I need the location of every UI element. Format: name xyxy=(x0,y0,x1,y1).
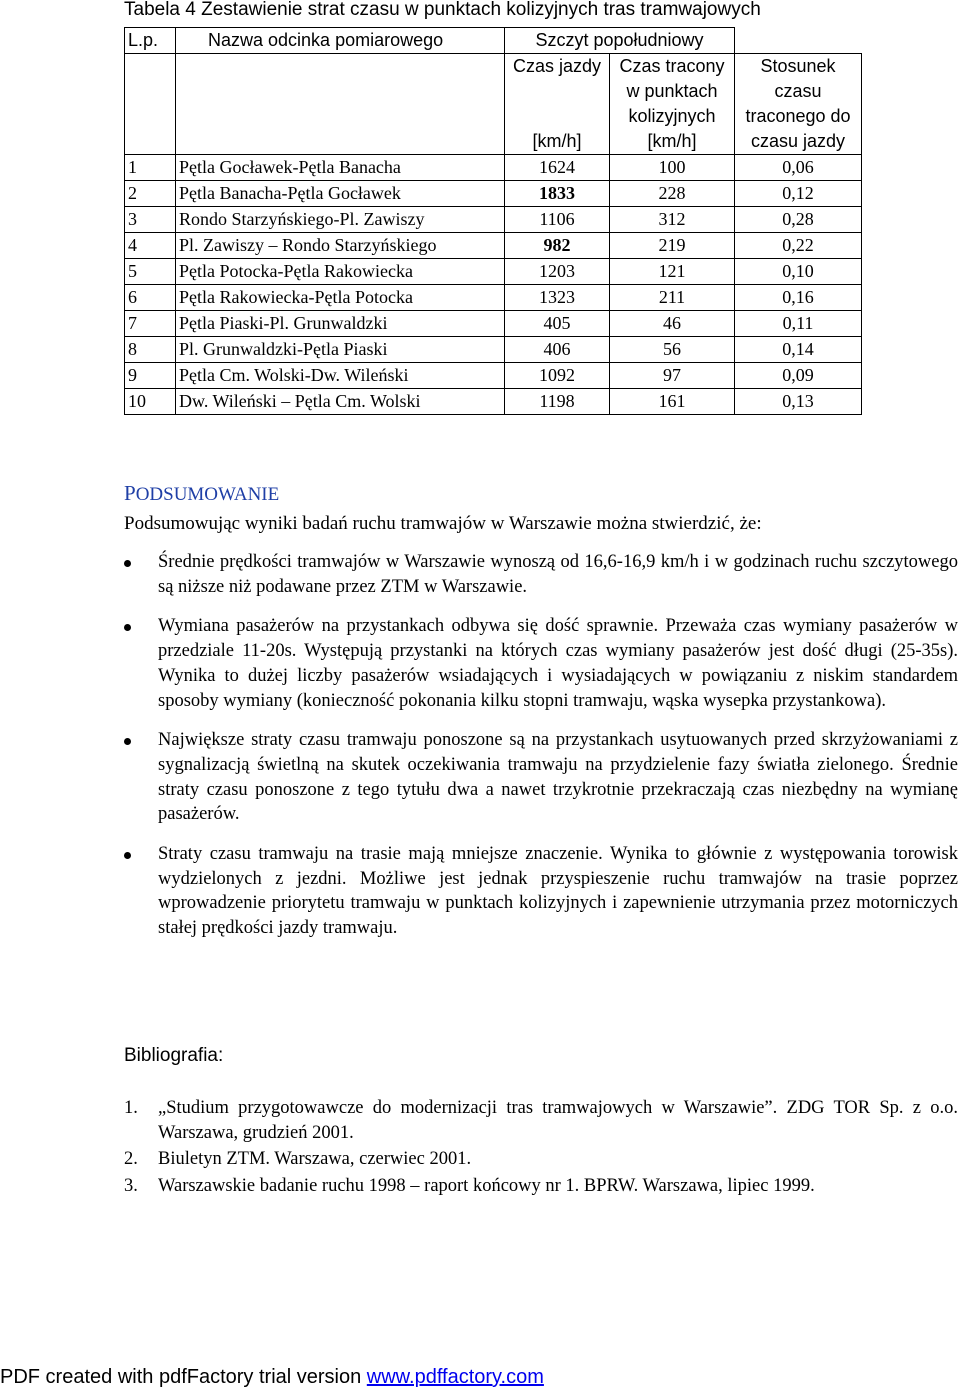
cell-name: Rondo Starzyńskiego-Pl. Zawiszy xyxy=(176,207,505,233)
table-body xyxy=(125,155,862,415)
bibliography-text: Biuletyn ZTM. Warszawa, czerwiec 2001. xyxy=(158,1149,472,1170)
table-row xyxy=(125,181,862,207)
cell-name: Pl. Zawiszy – Rondo Starzyńskiego xyxy=(176,233,505,259)
footer-text: PDF created with pdfFactory trial version xyxy=(0,1366,367,1388)
bibliography-number: 3. xyxy=(124,1176,138,1197)
bullet-dot-icon xyxy=(124,624,131,631)
cell-name: Pętla Piaski-Pl. Grunwaldzki xyxy=(176,311,505,337)
cell-stosunek: 0,16 xyxy=(735,285,862,311)
table-caption: Tabela 4 Zestawienie strat czasu w punktach kolizyjnych tras tramwajowych xyxy=(124,0,761,20)
cell-stosunek: 0,13 xyxy=(735,389,862,415)
footer-link[interactable]: www.pdffactory.com xyxy=(366,1366,544,1388)
cell-czas: 405 xyxy=(505,311,610,337)
summary-heading-rest: ODSUMOWANIE xyxy=(135,484,280,505)
header-lp: L.p. xyxy=(125,28,176,54)
header-empty xyxy=(735,28,862,54)
bullet-dot-icon xyxy=(124,852,131,859)
cell-lp: 10 xyxy=(125,389,176,415)
table-row xyxy=(125,233,862,259)
cell-stosunek: 0,10 xyxy=(735,259,862,285)
cell-stosunek: 0,11 xyxy=(735,311,862,337)
bullet-dot-icon xyxy=(124,560,131,567)
cell-tracony: 56 xyxy=(610,337,735,363)
unit-czas: [km/h] xyxy=(505,129,610,155)
bibliography-number: 1. xyxy=(124,1098,138,1118)
time-loss-table xyxy=(124,27,862,415)
table-row xyxy=(125,389,862,415)
cell-czas: 982 xyxy=(505,233,610,259)
header-stosunek: Stosunek czasu traconego do czasu jazdy xyxy=(735,54,862,155)
header-name-cont xyxy=(176,54,505,155)
cell-name: Pl. Grunwaldzki-Pętla Piaski xyxy=(176,337,505,363)
bullet-item xyxy=(124,842,958,941)
cell-tracony: 161 xyxy=(610,389,735,415)
cell-lp: 6 xyxy=(125,285,176,311)
summary-intro: Podsumowując wyniki badań ruchu tramwajów w Warszawie można stwierdzić, że: xyxy=(124,513,762,534)
cell-name: Pętla Banacha-Pętla Gocławek xyxy=(176,181,505,207)
cell-lp: 5 xyxy=(125,259,176,285)
cell-stosunek: 0,22 xyxy=(735,233,862,259)
summary-bullets xyxy=(124,550,958,956)
bullet-text: Wymiana pasażerów na przystankach odbywa się dość sprawnie. Przeważa czas wymiany pasażerów w przedziale 11-20s. Występują przystanki na których czas wymiany pasażerów jest dość długi (25-35s). Wynika to dużej liczby pasażerów wsiadających i wysiadających w powiązaniu z niskim standardem sposoby wymiany (konieczność pokonania kilku stopni tramwaju, wąska wysepka przystankowa). xyxy=(158,616,958,711)
cell-stosunek: 0,12 xyxy=(735,181,862,207)
cell-tracony: 312 xyxy=(610,207,735,233)
cell-stosunek: 0,09 xyxy=(735,363,862,389)
header-tracony: Czas tracony w punktach kolizyjnych xyxy=(610,54,735,130)
cell-tracony: 46 xyxy=(610,311,735,337)
cell-tracony: 228 xyxy=(610,181,735,207)
table-row xyxy=(125,207,862,233)
table-row xyxy=(125,155,862,181)
bibliography-item xyxy=(124,1096,958,1145)
bibliography-item xyxy=(124,1147,958,1172)
cell-name: Pętla Cm. Wolski-Dw. Wileński xyxy=(176,363,505,389)
bullet-text: Największe straty czasu tramwaju ponoszone są na przystankach usytuowanych przed skrzyżowaniami z sygnalizacją świetlną na skutek oczekiwania tramwaju na przydzielenie fazy światła zielonego. Średnie straty czasu ponoszone z tego tytułu dwa a nawet trzykrotnie przekraczają czas niezbędny na wymianę pasażerów. xyxy=(158,730,958,825)
bullet-text: Straty czasu tramwaju na trasie mają mniejsze znaczenie. Wynika to głównie z występowania torowisk wydzielonych z jezdni. Możliwe jest jednak przyspieszenie ruchu tramwajów na trasie poprzez wprowadzenie priorytetu tramwaju w punktach kolizyjnych i zapewnienie utrzymania przez motorniczych stałej prędkości jazdy tramwaju. xyxy=(158,844,958,939)
cell-stosunek: 0,06 xyxy=(735,155,862,181)
cell-czas: 1106 xyxy=(505,207,610,233)
cell-name: Pętla Potocka-Pętla Rakowiecka xyxy=(176,259,505,285)
bullet-dot-icon xyxy=(124,738,131,745)
cell-name: Pętla Gocławek-Pętla Banacha xyxy=(176,155,505,181)
header-czas: Czas jazdy xyxy=(505,54,610,130)
cell-lp: 8 xyxy=(125,337,176,363)
cell-lp: 3 xyxy=(125,207,176,233)
bibliography-number: 2. xyxy=(124,1149,138,1170)
cell-czas: 1198 xyxy=(505,389,610,415)
cell-czas: 406 xyxy=(505,337,610,363)
table-row xyxy=(125,285,862,311)
header-name: Nazwa odcinka pomiarowego xyxy=(176,28,505,54)
cell-lp: 1 xyxy=(125,155,176,181)
cell-lp: 4 xyxy=(125,233,176,259)
header-lp-cont xyxy=(125,54,176,155)
cell-name: Dw. Wileński – Pętla Cm. Wolski xyxy=(176,389,505,415)
bibliography-text: Warszawskie badanie ruchu 1998 – raport końcowy nr 1. BPRW. Warszawa, lipiec 1999. xyxy=(158,1176,815,1197)
bullet-text: Średnie prędkości tramwajów w Warszawie wynoszą od 16,6-16,9 km/h i w godzinach ruchu szczytowego są niższe niż podawane przez ZTM w Warszawie. xyxy=(158,552,958,597)
table-row xyxy=(125,363,862,389)
cell-czas: 1624 xyxy=(505,155,610,181)
table-row xyxy=(125,337,862,363)
unit-tracony: [km/h] xyxy=(610,129,735,155)
cell-stosunek: 0,28 xyxy=(735,207,862,233)
pdf-footer xyxy=(0,1366,544,1389)
cell-name: Pętla Rakowiecka-Pętla Potocka xyxy=(176,285,505,311)
cell-stosunek: 0,14 xyxy=(735,337,862,363)
cell-tracony: 100 xyxy=(610,155,735,181)
header-group: Szczyt popołudniowy xyxy=(505,28,735,54)
bibliography-text: „Studium przygotowawcze do modernizacji tras tramwajowych w Warszawie”. ZDG TOR Sp. z o.o. Warszawa, grudzień 2001. xyxy=(158,1098,958,1143)
summary-heading xyxy=(124,481,279,506)
cell-czas: 1833 xyxy=(505,181,610,207)
cell-tracony: 97 xyxy=(610,363,735,389)
bullet-item xyxy=(124,614,958,713)
cell-tracony: 211 xyxy=(610,285,735,311)
cell-czas: 1323 xyxy=(505,285,610,311)
bibliography-list xyxy=(124,1096,958,1201)
cell-lp: 7 xyxy=(125,311,176,337)
cell-lp: 2 xyxy=(125,181,176,207)
table-row xyxy=(125,259,862,285)
bullet-item xyxy=(124,550,958,599)
cell-tracony: 219 xyxy=(610,233,735,259)
cell-tracony: 121 xyxy=(610,259,735,285)
bibliography-item xyxy=(124,1174,958,1199)
cell-lp: 9 xyxy=(125,363,176,389)
cell-czas: 1203 xyxy=(505,259,610,285)
summary-heading-first: P xyxy=(124,481,136,505)
cell-czas: 1092 xyxy=(505,363,610,389)
bullet-item xyxy=(124,728,958,827)
table-row xyxy=(125,311,862,337)
bibliography-title: Bibliografia: xyxy=(124,1045,224,1066)
